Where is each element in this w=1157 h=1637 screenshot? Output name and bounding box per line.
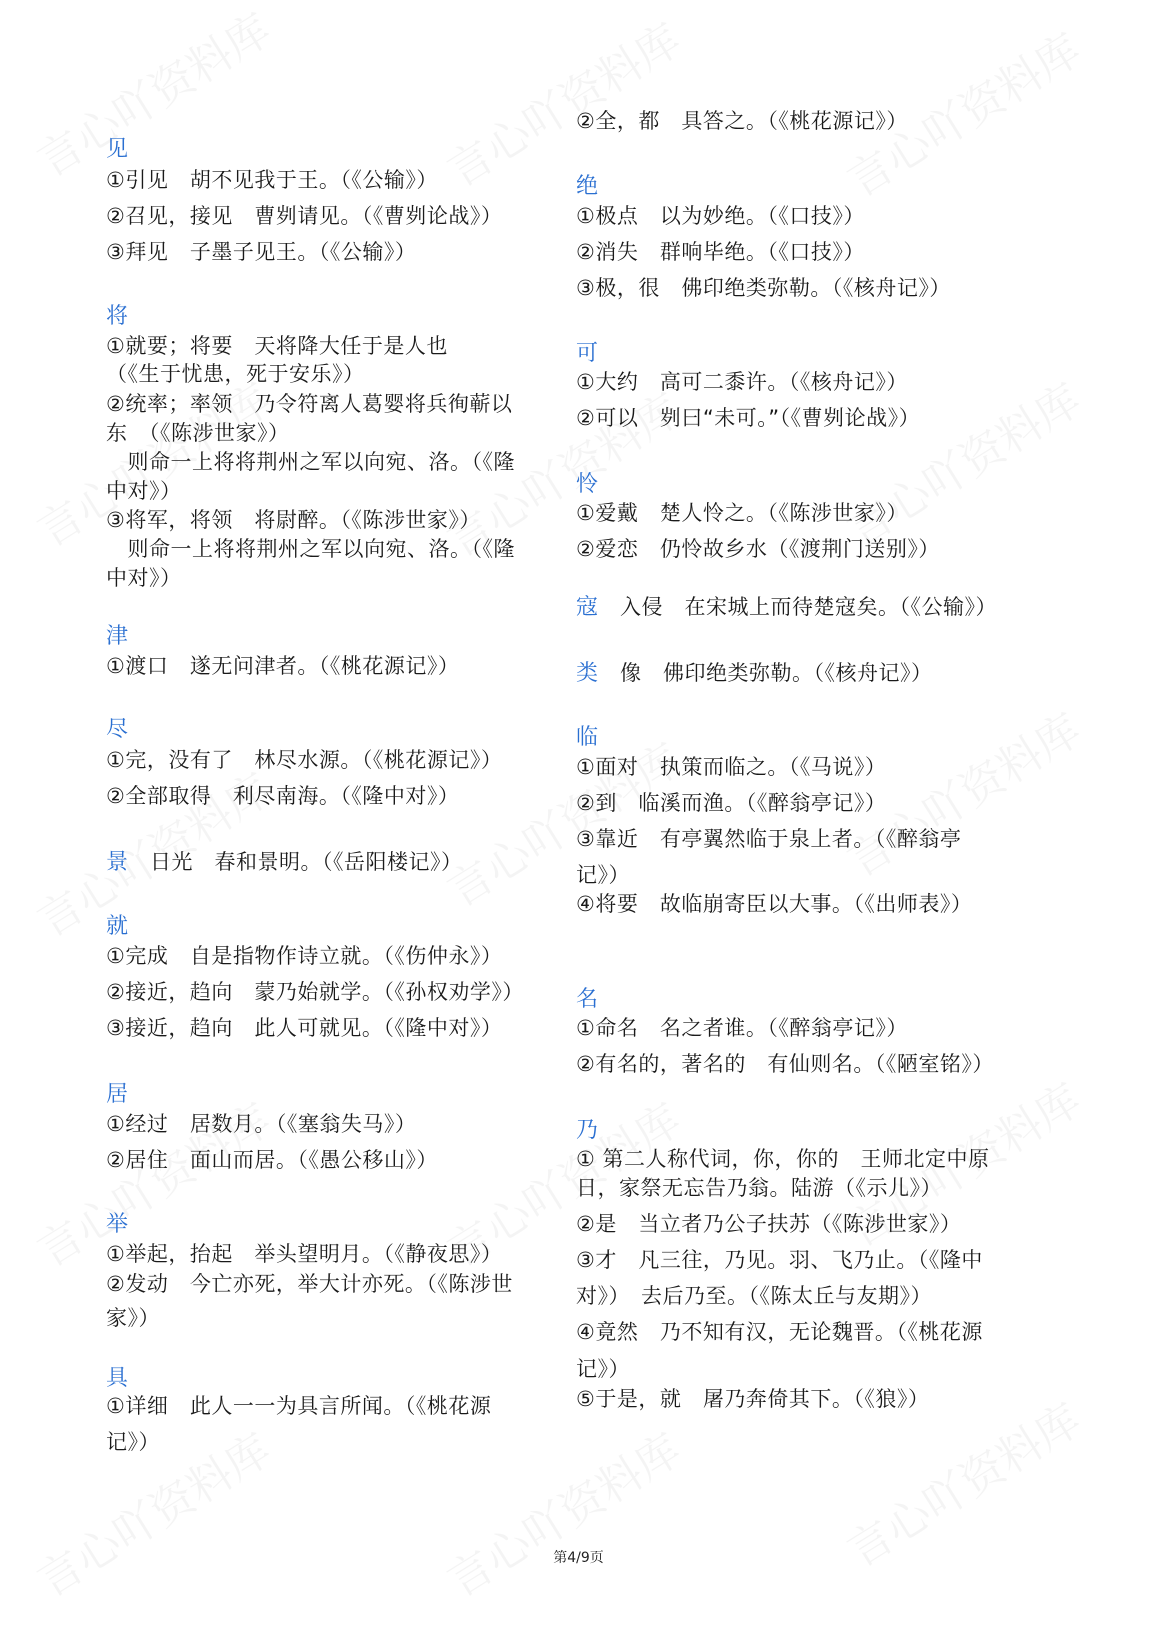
definition-line: ②消失 群响毕绝。（《口技》） — [576, 240, 865, 264]
definition-line: 对》） 去后乃至。（《陈太丘与友期》） — [576, 1284, 932, 1308]
definition-line: ③才 凡三往，乃见。羽、飞乃止。（《隆中 — [576, 1248, 983, 1272]
definition-line: ③接近，趋向 此人可就见。（《隆中对》） — [106, 1016, 503, 1040]
definition-line: ①详细 此人一一为具言所闻。（《桃花源 — [106, 1394, 492, 1418]
headword-label: 津 — [106, 624, 129, 649]
definition-line: ①引见 胡不见我于王。（《公输》） — [106, 168, 438, 192]
definition-line: ②有名的，著名的 有仙则名。（《陋室铭》） — [576, 1052, 994, 1076]
definition-line: 日，家祭无忘告乃翁。陆游（《示儿》） — [576, 1176, 942, 1200]
page-number: 第4/9页 — [553, 1550, 604, 1566]
definition-line: 中对》） — [106, 566, 182, 590]
headword-label: 景 — [106, 850, 129, 875]
headword-label: 怜 — [576, 472, 599, 497]
definition-line: ②全，都 具答之。（《桃花源记》） — [576, 109, 908, 133]
inline-entry-text — [106, 850, 463, 874]
definition-line: ②居住 面山而居。（《愚公移山》） — [106, 1148, 438, 1172]
watermark — [433, 5, 691, 199]
headword-label: 类 — [576, 661, 599, 686]
definition-line: ①面对 执策而临之。（《马说》） — [576, 755, 887, 779]
headword — [576, 985, 599, 1014]
headword-label: 将 — [106, 304, 129, 329]
headword — [106, 302, 129, 331]
definition-line: ①完，没有了 林尽水源。（《桃花源记》） — [106, 748, 503, 772]
definition-line: 东 （《陈涉世家》） — [106, 421, 290, 445]
definition-text: 入侵 在宋城上而待楚寇矣。（《公输》） — [598, 595, 998, 619]
definition-line: 中对》） — [106, 479, 182, 503]
headword-label: 具 — [106, 1366, 129, 1391]
headword-label: 就 — [106, 914, 129, 939]
definition-line: ②召见，接见 曹刿请见。（《曹刿论战》） — [106, 204, 503, 228]
definition-line: ④竟然 乃不知有汉，无论魏晋。（《桃花源 — [576, 1320, 983, 1344]
headword-label: 乃 — [576, 1118, 599, 1143]
headword — [576, 339, 599, 368]
headword-label: 尽 — [106, 717, 129, 742]
inline-entry-text — [576, 661, 933, 685]
definition-line: ①大约 高可二黍许。（《核舟记》） — [576, 370, 908, 394]
definition-text: 像 佛印绝类弥勒。（《核舟记》） — [598, 661, 933, 685]
inline-entry-text — [576, 595, 997, 619]
headword-label: 见 — [106, 137, 129, 162]
definition-line: ⑤于是，就 屠乃奔倚其下。（《狼》） — [576, 1387, 930, 1411]
definition-line: ① 第二人称代词，你，你的 王师北定中原 — [576, 1147, 990, 1171]
headword-label: 临 — [576, 725, 599, 750]
definition-line: ②全部取得 利尽南海。（《隆中对》） — [106, 784, 460, 808]
headword-label: 居 — [106, 1082, 129, 1107]
headword-label: 绝 — [576, 174, 599, 199]
headword — [106, 1364, 129, 1393]
definition-line: 记》） — [576, 1357, 630, 1381]
inline-entry — [576, 593, 997, 622]
definition-text: 日光 春和景明。（《岳阳楼记》） — [128, 850, 463, 874]
headword-label: 名 — [576, 987, 599, 1012]
definition-line: 则命一上将将荆州之军以向宛、洛。（《隆 — [106, 450, 515, 474]
watermark — [433, 1415, 691, 1609]
definition-line: ②统率；率领 乃令符离人葛婴将兵徇蕲以 — [106, 392, 513, 416]
headword — [106, 1210, 129, 1239]
headword — [576, 172, 599, 201]
headword-label: 寇 — [576, 595, 599, 620]
headword — [576, 470, 599, 499]
inline-entry — [106, 848, 463, 877]
definition-line: ③极，很 佛印绝类弥勒。（《核舟记》） — [576, 276, 951, 300]
definition-line: 记》） — [576, 863, 630, 887]
definition-line: ③将军，将领 将尉醉。（《陈涉世家》） — [106, 508, 481, 532]
definition-line: ②爱恋 仍怜故乡水（《渡荆门送别》） — [576, 537, 940, 561]
headword — [106, 622, 129, 651]
definition-line: ①完成 自是指物作诗立就。（《伤仲永》） — [106, 944, 503, 968]
definition-line: ①极点 以为妙绝。（《口技》） — [576, 204, 865, 228]
definition-line: ①举起，抬起 举头望明月。（《静夜思》） — [106, 1242, 503, 1266]
headword — [106, 912, 129, 941]
definition-line: ②是 当立者乃公子扶苏（《陈涉世家》） — [576, 1212, 962, 1236]
definition-line: ①爱戴 楚人怜之。（《陈涉世家》） — [576, 501, 908, 525]
definition-line: ④将要 故临崩寄臣以大事。（《出师表》） — [576, 892, 973, 916]
headword — [106, 715, 129, 744]
definition-line: （《生于忧患，死于安乐》） — [106, 362, 365, 386]
definition-line: ②接近，趋向 蒙乃始就学。（《孙权劝学》） — [106, 980, 524, 1004]
headword-label: 可 — [576, 341, 599, 366]
definition-line: ②发动 今亡亦死，举大计亦死。（《陈涉世 — [106, 1272, 513, 1296]
definition-line: ①经过 居数月。（《塞翁失马》） — [106, 1112, 417, 1136]
headword-label: 举 — [106, 1212, 129, 1237]
headword — [576, 723, 599, 752]
headword — [106, 1080, 129, 1109]
definition-line: ①就要；将要 天将降大任于是人也 — [106, 334, 448, 358]
headword — [576, 1116, 599, 1145]
definition-line: ③靠近 有亭翼然临于泉上者。（《醉翁亭 — [576, 827, 962, 851]
inline-entry — [576, 659, 933, 688]
definition-line: 则命一上将将荆州之军以向宛、洛。（《隆 — [106, 537, 515, 561]
definition-line: 家》） — [106, 1306, 160, 1330]
definition-line: ②可以 刿曰“未可。”（《曹刿论战》） — [576, 406, 921, 430]
definition-line: 记》） — [106, 1430, 160, 1454]
headword — [106, 135, 129, 164]
definition-line: ②到 临溪而渔。（《醉翁亭记》） — [576, 791, 887, 815]
definition-line: ①渡口 遂无问津者。（《桃花源记》） — [106, 654, 460, 678]
definition-line: ①命名 名之者谁。（《醉翁亭记》） — [576, 1016, 908, 1040]
watermark — [23, 0, 281, 189]
definition-line: ③拜见 子墨子见王。（《公输》） — [106, 240, 417, 264]
